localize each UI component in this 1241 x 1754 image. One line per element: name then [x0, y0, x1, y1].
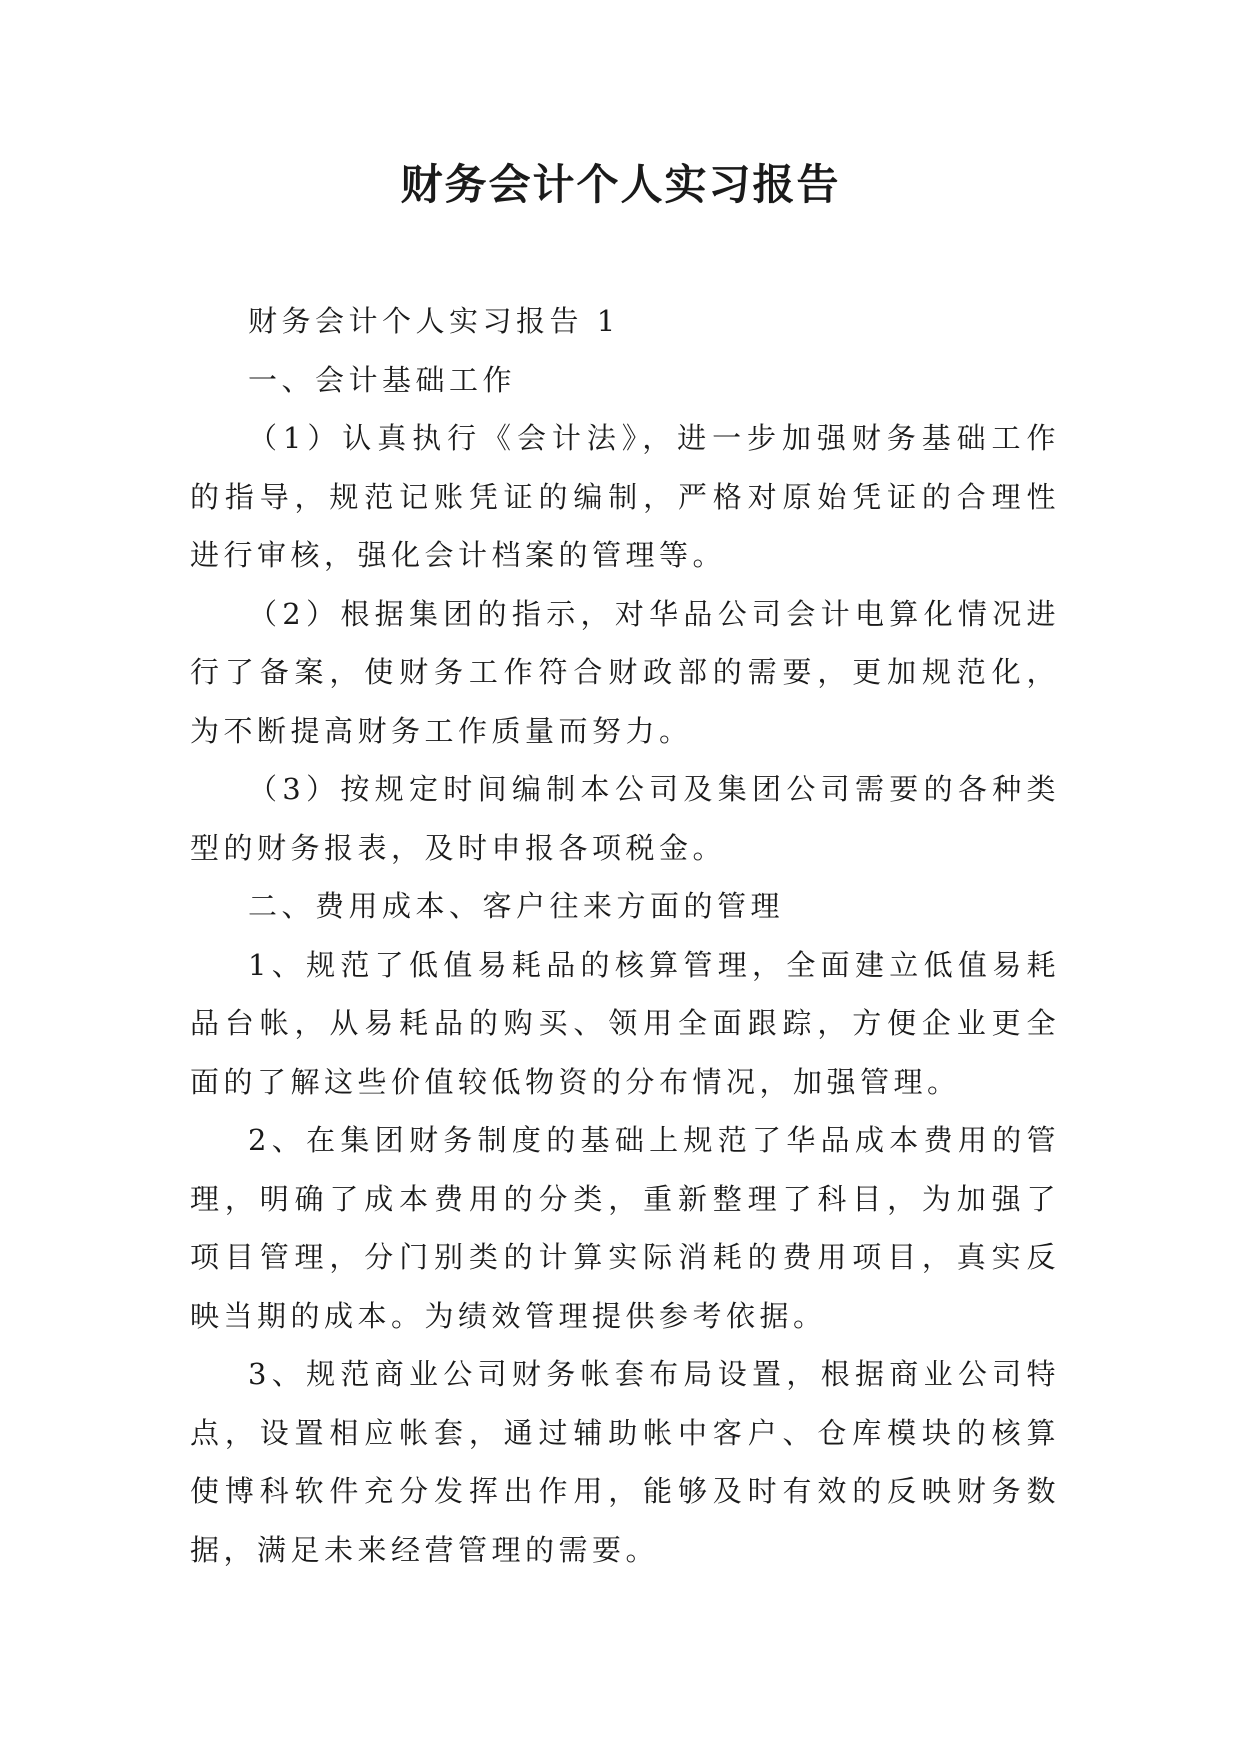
paragraph-item-2: （2）根据集团的指示，对华品公司会计电算化情况进行了备案，使财务工作符合财政部的需要，更加规范化，为不断提高财务工作质量而努力。	[190, 596, 1060, 748]
section-heading-accounting-basics: 一、会计基础工作	[248, 362, 517, 397]
paragraph-point-3: 3、规范商业公司财务帐套布局设置，根据商业公司特点，设置相应帐套，通过辅助帐中客户、仓库模块的核算使博科软件充分发挥出作用，能够及时有效的反映财务数据，满足未来经营管理的需要。	[190, 1357, 1060, 1567]
section-heading-cost-management: 二、费用成本、客户往来方面的管理	[248, 889, 785, 923]
paragraph-point-2: 2、在集团财务制度的基础上规范了华品成本费用的管理，明确了成本费用的分类，重新整理了科目，为加强了项目管理，分门别类的计算实际消耗的费用项目，真实反映当期的成本。为绩效管理提供参考依据。	[190, 1123, 1060, 1333]
paragraph-point-1: 1、规范了低值易耗品的核算管理，全面建立低值易耗品台帐，从易耗品的购买、领用全面跟踪，方便企业更全面的了解这些价值较低物资的分布情况，加强管理。	[190, 947, 1060, 1099]
paragraph-item-1: （1）认真执行《会计法》，进一步加强财务基础工作的指导，规范记账凭证的编制，严格对原始凭证的合理性进行审核，强化会计档案的管理等。	[190, 421, 1060, 572]
report-subtitle: 财务会计个人实习报告 1	[248, 304, 620, 338]
paragraph-item-3: （3）按规定时间编制本公司及集团公司需要的各种类型的财务报表，及时申报各项税金。	[190, 772, 1060, 865]
document-title: 财务会计个人实习报告	[400, 160, 841, 209]
document-body	[190, 292, 1060, 1579]
